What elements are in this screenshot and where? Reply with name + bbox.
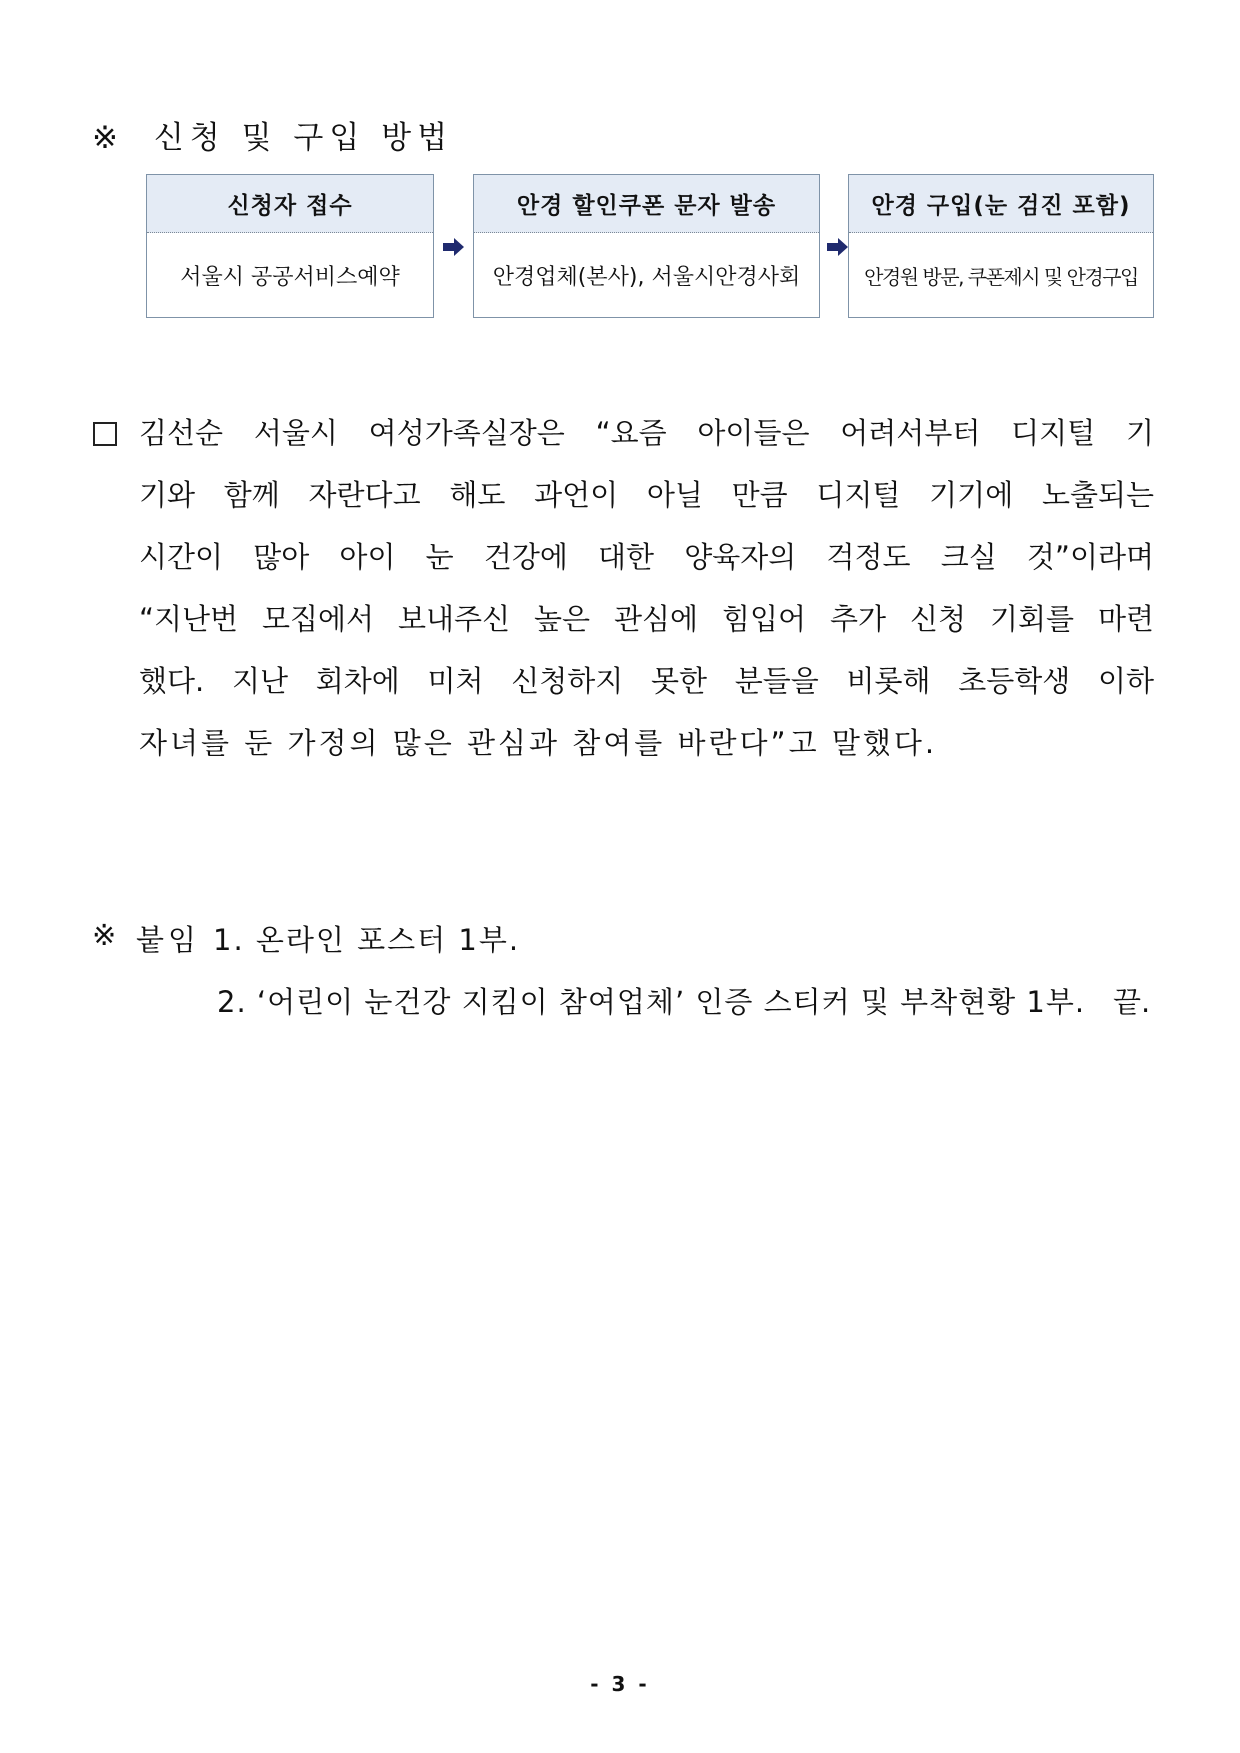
flow-step-application xyxy=(146,174,434,318)
flow-step-body: 안경원 방문, 쿠폰제시 및 안경구입 xyxy=(864,264,1138,289)
paragraph-line: 김선순 서울시 여성가족실장은 “요즘 아이들은 어려서부터 디지털 기 xyxy=(139,416,1154,450)
flow-step-header: 안경 할인쿠폰 문자 발송 xyxy=(474,175,819,233)
flow-step-body: 안경업체(본사), 서울시안경사회 xyxy=(492,264,801,290)
reference-mark: ※ xyxy=(92,120,124,156)
attachment-item: 1. 온라인 포스터 1부. xyxy=(213,923,521,957)
section-title: 신청 및 구입 방법 xyxy=(153,120,454,156)
end-mark: 끝. xyxy=(1113,985,1151,1019)
paragraph-line: 시간이 많아 아이 눈 건강에 대한 양육자의 걱정도 크실 것”이라며 xyxy=(139,540,1154,574)
right-arrow-icon xyxy=(827,237,849,257)
flow-step-body: 서울시 공공서비스예약 xyxy=(180,264,400,290)
empty-square-icon xyxy=(93,422,117,446)
attachment-reference-mark: ※ xyxy=(92,918,117,952)
paragraph-line: “지난번 모집에서 보내주신 높은 관심에 힘입어 추가 신청 기회를 마련 xyxy=(139,602,1154,636)
paragraph-line: 자녀를 둔 가정의 많은 관심과 참여를 바란다”고 말했다. xyxy=(139,726,938,760)
flow-step-coupon-sms xyxy=(473,174,820,318)
paragraph-line: 했다. 지난 회차에 미처 신청하지 못한 분들을 비롯해 초등학생 이하 xyxy=(139,664,1154,698)
right-arrow-icon xyxy=(443,237,465,257)
attachment-label: 붙임 xyxy=(136,923,201,957)
flow-step-header: 신청자 접수 xyxy=(147,175,433,233)
attachment-item: 2. ‘어린이 눈건강 지킴이 참여업체’ 인증 스티커 및 부착현황 1부. xyxy=(217,985,1086,1019)
flow-step-header: 안경 구입(눈 검진 포함) xyxy=(849,175,1153,233)
paragraph-line: 기와 함께 자란다고 해도 과언이 아닐 만큼 디지털 기기에 노출되는 xyxy=(139,478,1154,512)
section-heading xyxy=(92,112,453,157)
flow-step-purchase xyxy=(848,174,1154,318)
page-number: - 3 - xyxy=(590,1672,650,1696)
